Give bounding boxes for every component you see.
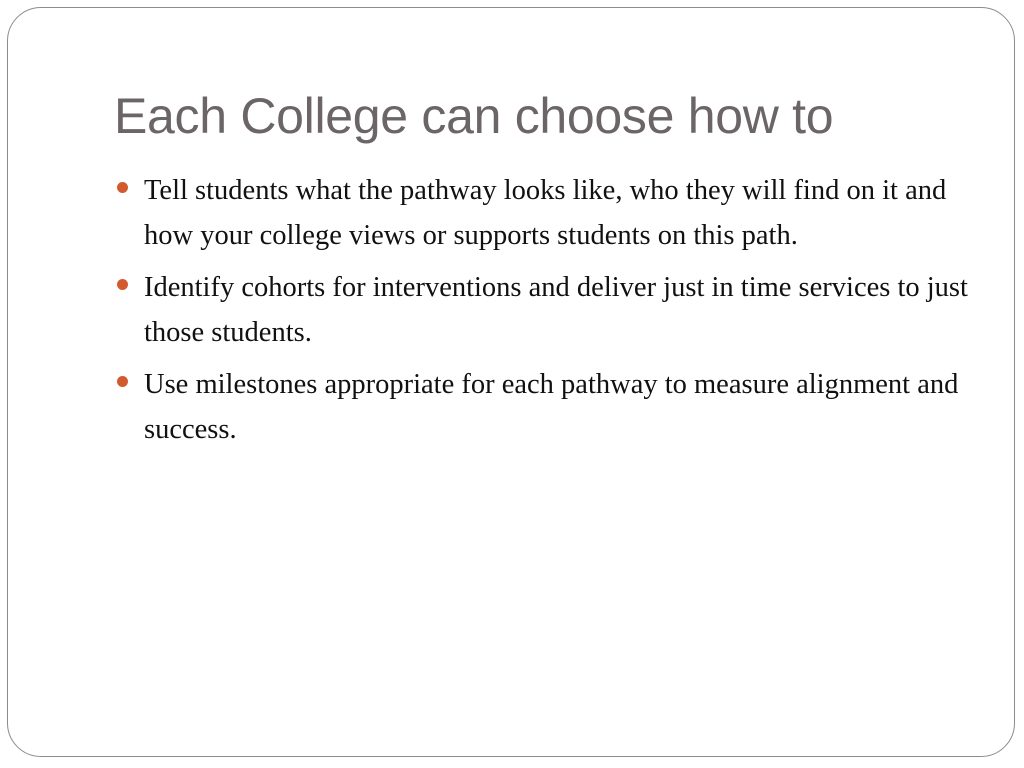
bullet-text: Identify cohorts for interventions and deliver just in time services to just those students. — [144, 272, 968, 348]
bullet-dot-icon — [117, 279, 128, 290]
bullet-item — [114, 265, 974, 355]
bullet-item — [114, 168, 974, 258]
bullet-dot-icon — [117, 182, 128, 193]
bullet-list — [114, 168, 974, 459]
slide-title: Each College can choose how to — [114, 88, 834, 144]
bullet-text: Tell students what the pathway looks like, who they will find on it and how your college views or supports students on this path. — [144, 175, 947, 251]
bullet-dot-icon — [117, 376, 128, 387]
bullet-text: Use milestones appropriate for each pathway to measure alignment and success. — [144, 369, 959, 445]
bullet-item — [114, 362, 974, 452]
